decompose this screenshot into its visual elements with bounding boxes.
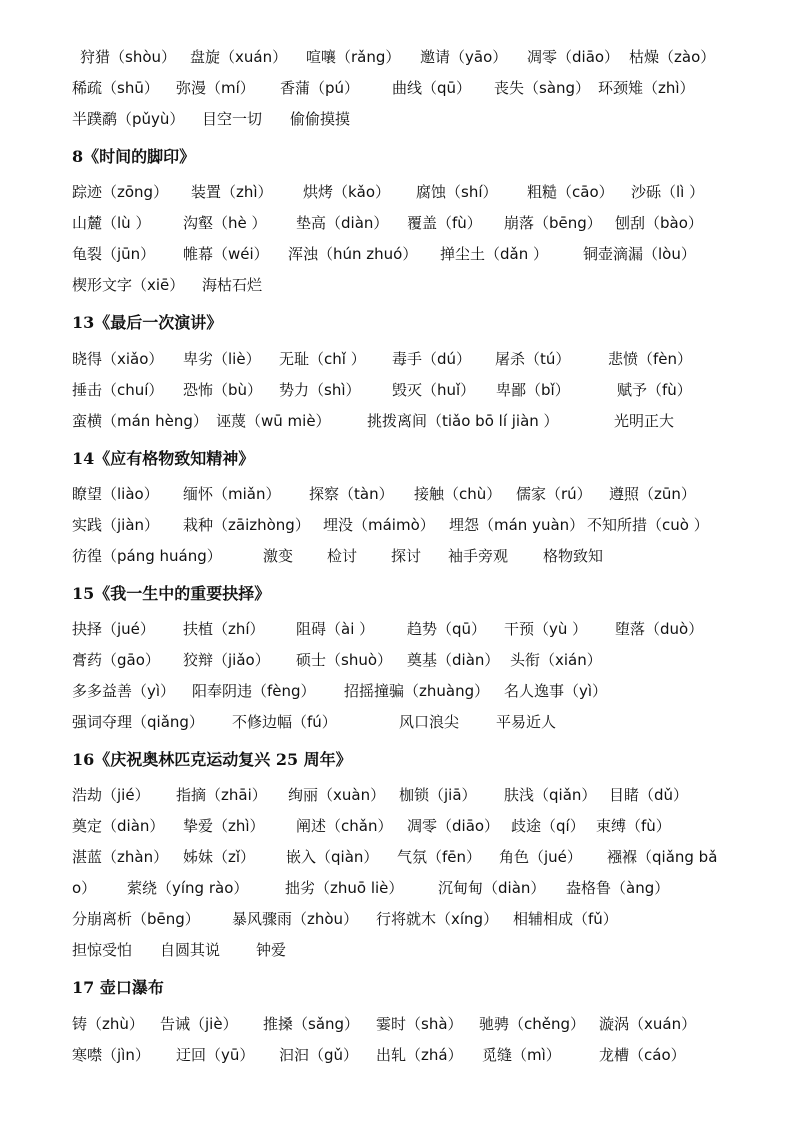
vocab-word: 干预（yù ）: [504, 620, 588, 638]
section-heading-row: [0, 447, 794, 471]
vocab-word: 沙砾（lì ）: [631, 183, 705, 201]
vocab-word: 气氛（fēn）: [397, 848, 482, 866]
section-heading: 17 壶口瀑布: [72, 978, 164, 997]
vocab-word: 装置（zhì）: [191, 183, 273, 201]
vocab-word: 铸（zhù）: [72, 1015, 144, 1033]
vocab-word: 多多益善（yì）: [72, 682, 176, 700]
vocab-word: 海枯石烂: [202, 276, 263, 294]
vocab-word: 阻碍（ài ）: [296, 620, 375, 638]
vocab-word: 探讨: [391, 547, 422, 565]
vocab-word: 湛蓝（zhàn）: [72, 848, 169, 866]
vocab-line: [0, 679, 794, 703]
section-heading: 13《最后一次演讲》: [72, 313, 223, 332]
vocab-word: 寒噤（jìn）: [72, 1046, 150, 1064]
vocab-word: 楔形文字（xiē）: [72, 276, 185, 294]
vocab-line: [0, 242, 794, 266]
vocab-word: 凋零（diāo）: [527, 48, 620, 66]
vocab-word: 曲线（qū）: [392, 79, 472, 97]
vocab-line: [0, 710, 794, 734]
vocab-word: 阳奉阴违（fèng）: [192, 682, 316, 700]
vocab-word: 堕落（duò）: [615, 620, 704, 638]
vocab-line: [0, 814, 794, 838]
vocab-word: 香蒲（pú）: [280, 79, 360, 97]
vocab-word: 毒手（dú）: [392, 350, 472, 368]
vocab-word: 稀疏（shū）: [72, 79, 159, 97]
vocab-line: [0, 513, 794, 537]
vocab-word: 沉甸甸（diàn）: [438, 879, 546, 897]
vocab-word: 遵照（zūn）: [609, 485, 696, 503]
vocab-word: 卑鄙（bǐ）: [496, 381, 570, 399]
vocab-word: 趋势（qū）: [407, 620, 487, 638]
vocab-word: 阐述（chǎn）: [296, 817, 393, 835]
vocab-word: 腐蚀（shí）: [416, 183, 498, 201]
vocab-word: 龙槽（cáo）: [599, 1046, 686, 1064]
vocab-word: 悲愤（fèn）: [608, 350, 693, 368]
vocab-word: 风口浪尖: [399, 713, 460, 731]
vocab-word: 诬蔑（wū miè）: [216, 412, 331, 430]
section-heading-row: [0, 976, 794, 1000]
vocab-word: 肤浅（qiǎn）: [504, 786, 597, 804]
vocab-word: 儒家（rú）: [516, 485, 592, 503]
vocab-word: 丧失（sàng）: [494, 79, 591, 97]
vocab-word: 挚爱（zhì）: [183, 817, 265, 835]
vocab-word: 汩汩（gǔ）: [279, 1046, 359, 1064]
vocab-word: 踪迹（zōng）: [72, 183, 169, 201]
vocab-word: 姊妹（zǐ）: [183, 848, 256, 866]
vocab-word: 邀请（yāo）: [420, 48, 508, 66]
vocab-line: [0, 347, 794, 371]
vocab-line: [0, 617, 794, 641]
vocab-word: 卑劣（liè）: [183, 350, 261, 368]
vocab-word: 埋怨（mán yuàn）: [449, 516, 585, 534]
vocab-word: 襁褓（qiǎng bǎ: [607, 848, 718, 866]
vocab-word: 凋零（diāo）: [407, 817, 500, 835]
vocab-word: 狩猎（shòu）: [80, 48, 177, 66]
vocab-word: 目空一切: [202, 110, 263, 128]
vocab-word: 行将就木（xíng）: [376, 910, 499, 928]
vocab-word: 格物致知: [543, 547, 604, 565]
vocab-word: 扶植（zhí）: [183, 620, 265, 638]
vocab-line: [0, 180, 794, 204]
vocab-word: 光明正大: [614, 412, 675, 430]
vocab-word: 龟裂（jūn）: [72, 245, 156, 263]
vocab-word: 盎格鲁（àng）: [566, 879, 670, 897]
vocab-word: 漩涡（xuán）: [599, 1015, 697, 1033]
vocab-word: 嵌入（qiàn）: [286, 848, 379, 866]
section-heading: 8《时间的脚印》: [72, 147, 196, 166]
vocab-line: [0, 1012, 794, 1036]
section-heading-row: [0, 748, 794, 772]
vocab-word: 钟爱: [256, 941, 287, 959]
vocab-word: 山麓（lù ）: [72, 214, 151, 232]
vocab-line: [0, 544, 794, 568]
vocab-word: 不修边幅（fú）: [232, 713, 337, 731]
vocab-word: 激变: [263, 547, 294, 565]
vocab-word: 分崩离析（bēng）: [72, 910, 200, 928]
vocab-word: 瞭望（liào）: [72, 485, 159, 503]
vocab-word: 强词夺理（qiǎng）: [72, 713, 204, 731]
section-heading-row: [0, 582, 794, 606]
vocab-word: 枷锁（jiā）: [399, 786, 477, 804]
vocab-word: 无耻（chǐ ）: [279, 350, 366, 368]
vocab-word: 蛮横（mán hèng）: [72, 412, 208, 430]
vocab-word: 硕士（shuò）: [296, 651, 393, 669]
vocab-word: 检讨: [327, 547, 358, 565]
vocab-word: 半蹼鹬（pǔyù）: [72, 110, 185, 128]
vocab-line: [0, 409, 794, 433]
vocab-word: 环颈雉（zhì）: [598, 79, 695, 97]
vocab-line: [0, 482, 794, 506]
vocab-word: 歧途（qí）: [511, 817, 585, 835]
vocab-word: 屠杀（tú）: [495, 350, 571, 368]
vocab-word: 盘旋（xuán）: [190, 48, 288, 66]
vocab-word: 绚丽（xuàn）: [288, 786, 386, 804]
section-heading-row: [0, 145, 794, 169]
vocab-word: 抉择（jué）: [72, 620, 155, 638]
vocab-word: 接触（chù）: [414, 485, 502, 503]
vocab-word: 缅怀（miǎn）: [183, 485, 281, 503]
vocab-word: 崩落（bēng）: [504, 214, 602, 232]
vocab-word: 烘烤（kǎo）: [303, 183, 391, 201]
vocab-word: 招摇撞骗（zhuàng）: [344, 682, 490, 700]
vocab-word: 奠基（diàn）: [407, 651, 500, 669]
vocab-word: 帷幕（wéi）: [183, 245, 269, 263]
section-heading: 15《我一生中的重要抉择》: [72, 584, 271, 603]
vocab-line: [0, 107, 794, 131]
vocab-line: [0, 907, 794, 931]
vocab-line: [0, 938, 794, 962]
vocab-word: 驰骋（chěng）: [479, 1015, 586, 1033]
vocab-word: 晓得（xiǎo）: [72, 350, 164, 368]
vocab-word: 沟壑（hè ）: [183, 214, 267, 232]
vocab-word: 覆盖（fù）: [407, 214, 482, 232]
vocab-word: 栽种（zāizhòng）: [183, 516, 310, 534]
vocab-word: 恐怖（bù）: [183, 381, 263, 399]
vocab-word: 拙劣（zhuō liè）: [285, 879, 404, 897]
vocab-word: 挑拨离间（tiǎo bō lí jiàn ）: [367, 412, 559, 430]
vocab-word: 膏药（gāo）: [72, 651, 160, 669]
vocab-word: 枯燥（zào）: [629, 48, 716, 66]
vocab-line: [0, 211, 794, 235]
vocab-line: [0, 783, 794, 807]
vocab-line: [0, 648, 794, 672]
vocab-word: 束缚（fù）: [596, 817, 671, 835]
section-heading: 14《应有格物致知精神》: [72, 449, 255, 468]
vocab-word: 狡辩（jiǎo）: [183, 651, 270, 669]
vocab-line: [0, 845, 794, 869]
vocab-word: 担惊受怕: [72, 941, 133, 959]
vocab-word: 彷徨（páng huáng）: [72, 547, 222, 565]
vocab-word: 指摘（zhāi）: [176, 786, 267, 804]
section-heading: 16《庆祝奥林匹克运动复兴 25 周年》: [72, 750, 352, 769]
section-heading-row: [0, 311, 794, 335]
vocab-word: 告诫（jiè）: [160, 1015, 238, 1033]
vocab-word: 推搡（sǎng）: [263, 1015, 360, 1033]
vocab-word: 铜壶滴漏（lòu）: [583, 245, 696, 263]
vocab-word: 角色（jué）: [499, 848, 582, 866]
vocab-word: 弥漫（mí）: [176, 79, 255, 97]
vocab-line: [0, 378, 794, 402]
vocab-word: 迂回（yū）: [176, 1046, 255, 1064]
vocab-word: 垫高（diàn）: [296, 214, 389, 232]
vocab-line: [0, 273, 794, 297]
vocab-line: [0, 45, 794, 69]
vocab-word: 平易近人: [496, 713, 557, 731]
vocab-word: 霎时（shà）: [376, 1015, 463, 1033]
vocab-line: [0, 76, 794, 100]
vocab-word: 势力（shì）: [279, 381, 361, 399]
vocab-word: 萦绕（yíng rào）: [127, 879, 249, 897]
vocab-word: 实践（jiàn）: [72, 516, 160, 534]
vocab-word: 埋没（máimò）: [323, 516, 435, 534]
vocab-word: 名人逸事（yì）: [504, 682, 608, 700]
vocab-word: 浑浊（hún zhuó）: [288, 245, 418, 263]
vocab-line: [0, 876, 794, 900]
vocab-word: 捶击（chuí）: [72, 381, 164, 399]
vocab-word: 相辅相成（fǔ）: [513, 910, 618, 928]
vocab-word: 浩劫（jié）: [72, 786, 150, 804]
vocab-word: 目睹（dǔ）: [609, 786, 689, 804]
vocab-word: 掸尘土（dǎn ）: [440, 245, 548, 263]
vocab-word: 袖手旁观: [448, 547, 509, 565]
vocab-word: 自圆其说: [160, 941, 221, 959]
vocab-word: 喧嚷（rǎng）: [306, 48, 401, 66]
vocab-word: 刨刮（bào）: [615, 214, 703, 232]
vocab-word: 偷偷摸摸: [290, 110, 351, 128]
vocab-word: 觅缝（mì）: [482, 1046, 561, 1064]
vocab-word: 探察（tàn）: [309, 485, 394, 503]
vocab-word: 不知所措（cuò ）: [587, 516, 709, 534]
vocab-word: 头衔（xián）: [510, 651, 602, 669]
vocab-line: [0, 1043, 794, 1067]
vocab-word: 粗糙（cāo）: [527, 183, 614, 201]
vocab-word: 奠定（diàn）: [72, 817, 165, 835]
vocab-word: 赋予（fù）: [617, 381, 692, 399]
vocab-word: o）: [72, 879, 97, 897]
vocab-word: 暴风骤雨（zhòu）: [232, 910, 359, 928]
vocab-word: 毁灭（huǐ）: [392, 381, 476, 399]
vocab-word: 出轧（zhá）: [376, 1046, 463, 1064]
